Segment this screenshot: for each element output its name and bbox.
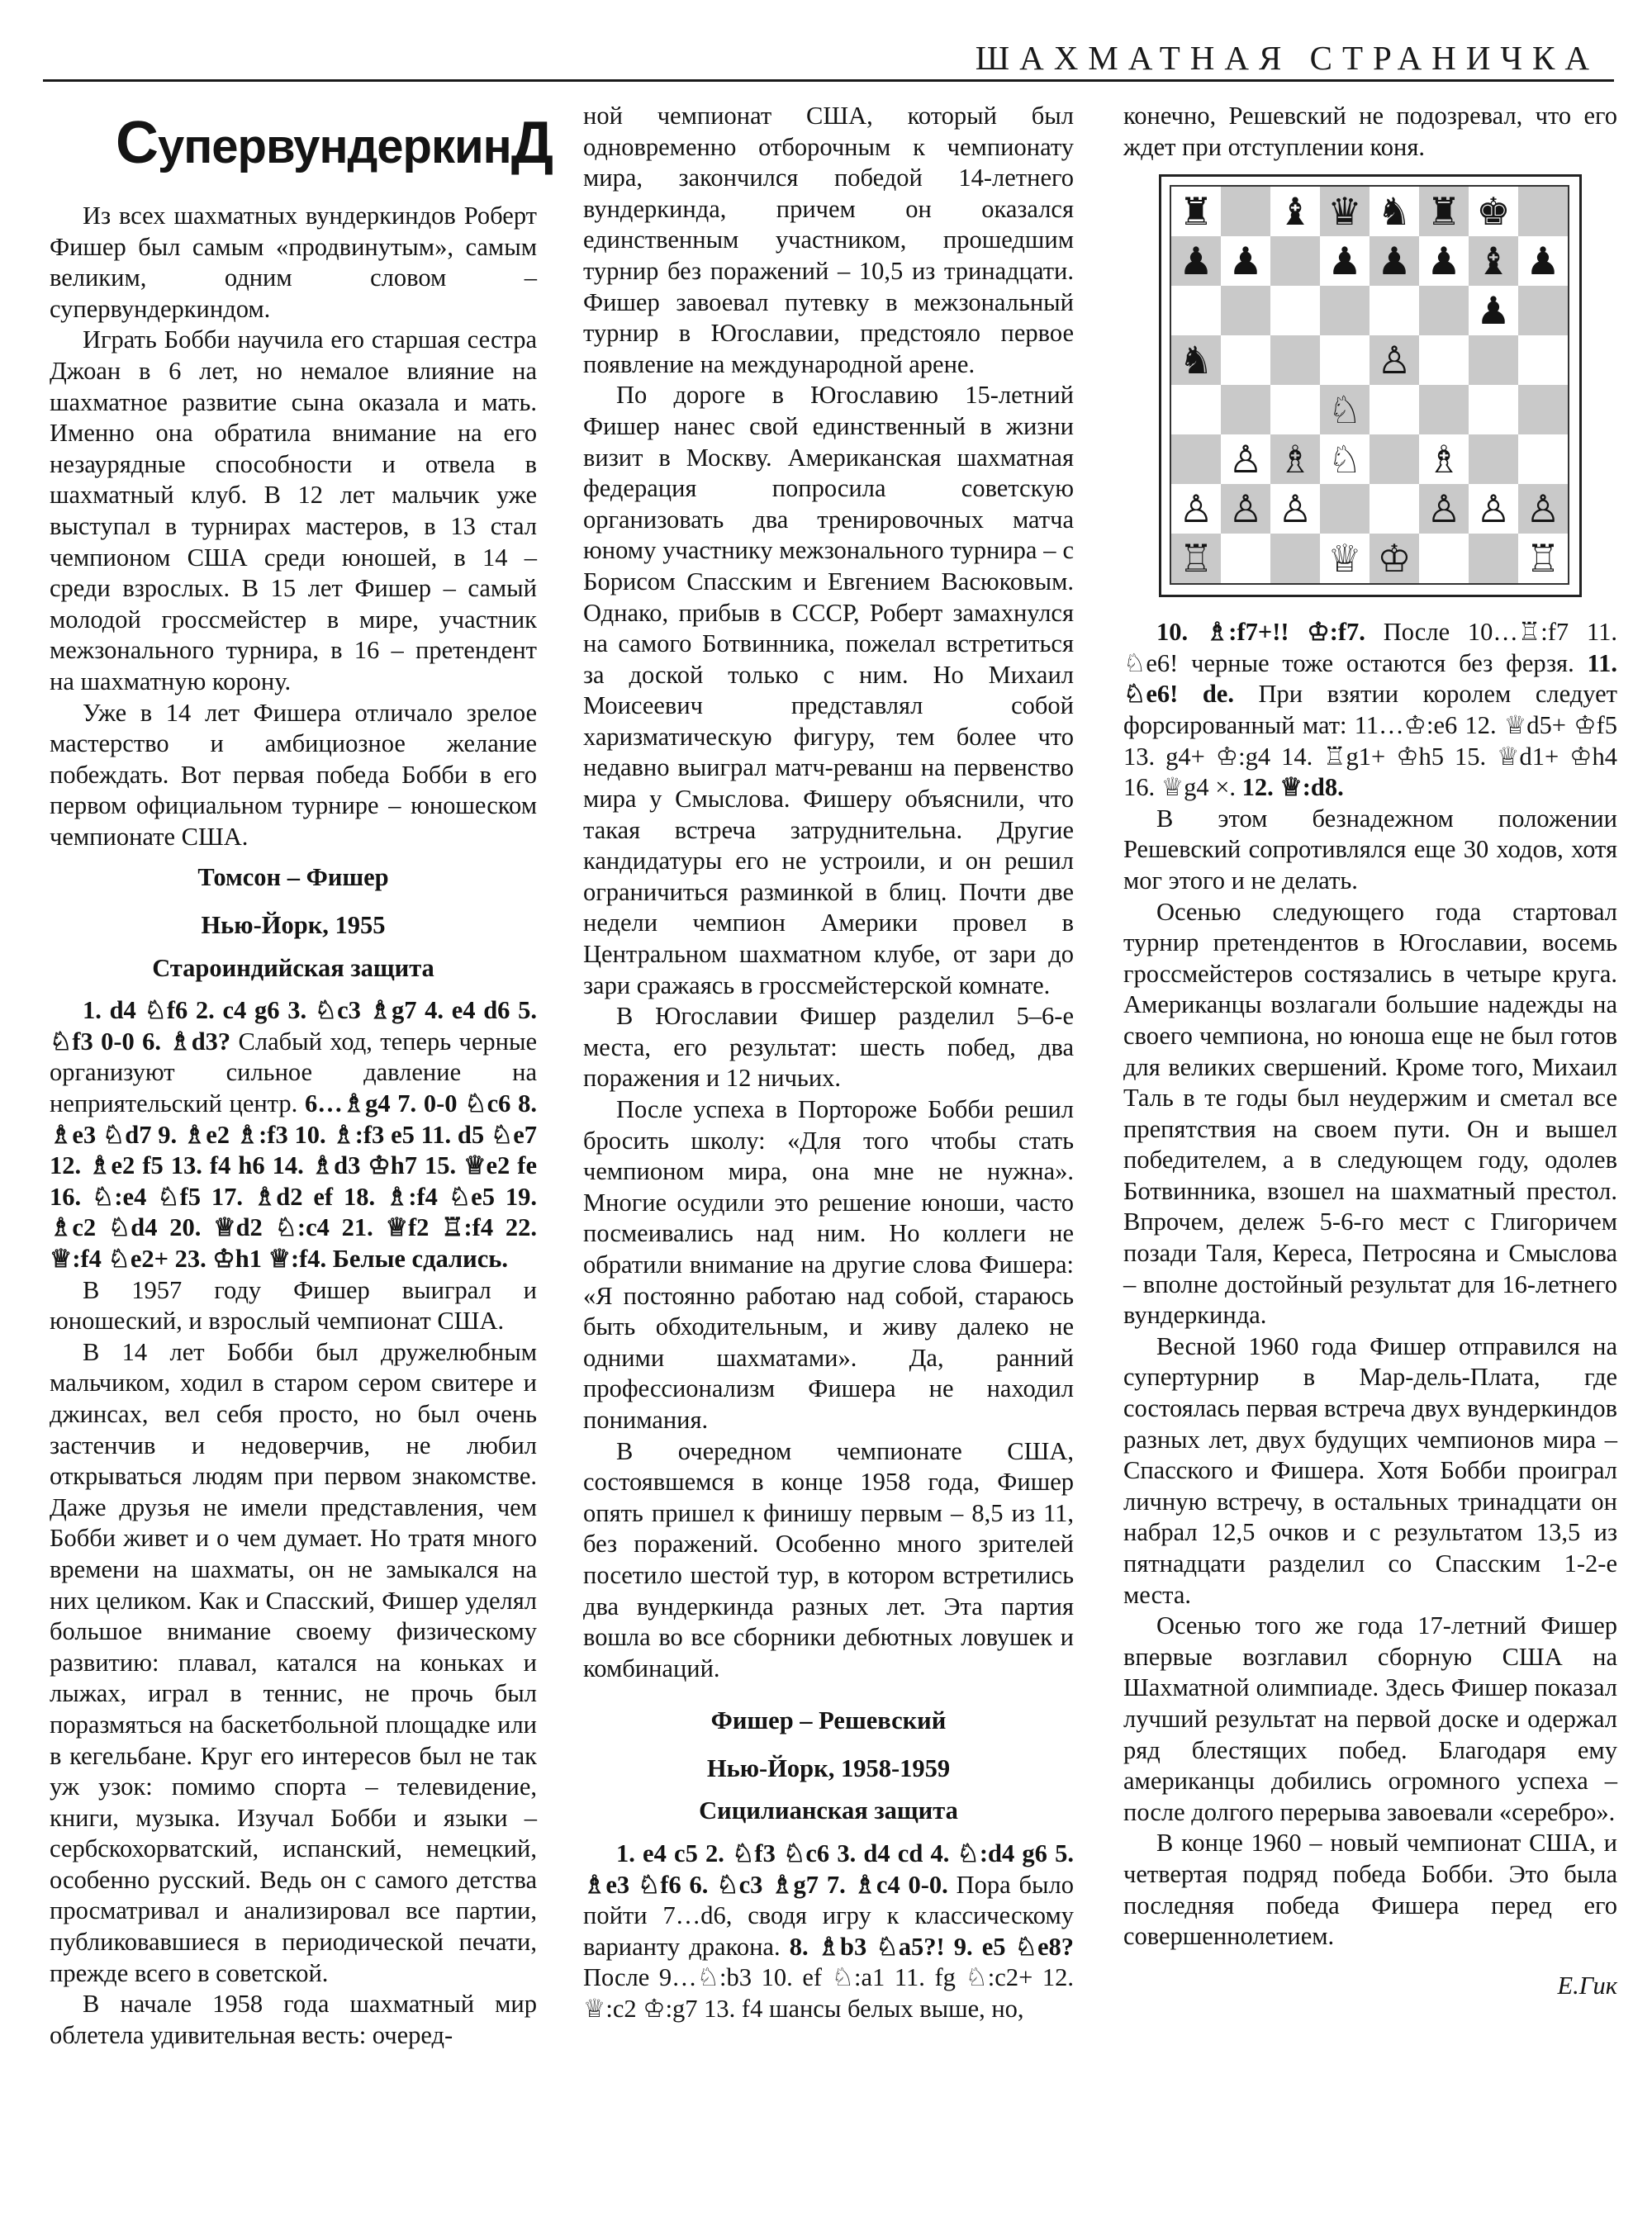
paragraph: В 14 лет Бобби был дружелюбным мальчиком, ходил в старом сером свитере и джинсах, вел себя просто, но был очень застенчив и недоверчив, не любил открываться людям при первом знакомстве. Даже друзья не имели представления, чем Бобби живет и о чем думает. Но тратя много времени на шахматы, он не замыкался на них целиком. Как и Спасский, Фишер уделял большое внимание своему физическому развитию: плавал, катался на коньках и лыжах, играл в теннис, не прочь был поразмяться на баскетбольной площадке или в кегельбане. Круг его интересов был не так уж узок: помимо спорта – телевидение, книги, музыка. Изучал Бобби и языки – сербскохорватский, испанский, немецкий, особенно русский. Ведь он с самого детства просматривал и анализировал все партии, публиковавшиеся в периодической печати, прежде всего в советской.: [50, 1337, 537, 1987]
header-rule: [43, 79, 1614, 82]
game2-opening: Сицилианская защита: [699, 1796, 958, 1825]
board-square: [1320, 534, 1370, 583]
board-square: [1469, 385, 1518, 434]
column-1: [50, 99, 553, 2051]
chess-piece-icon: ♜: [1427, 189, 1461, 235]
chess-piece-icon: ♙: [1278, 486, 1313, 532]
board-square: [1469, 434, 1518, 484]
board-square: [1469, 484, 1518, 534]
title-middle: упервундеркин: [158, 120, 511, 173]
board-square: [1419, 335, 1469, 385]
board-square: [1270, 385, 1320, 434]
board-square: [1171, 187, 1221, 236]
board-square: [1270, 335, 1320, 385]
paragraph: Играть Бобби научила его старшая сестра Джоан в 6 лет, но немалое влияние на шахматное развитие сына оказала и мать. Именно она обратила внимание на его незаурядные способности и отвела в шахматный клуб. В 12 лет мальчик уже выступал в турнирах мастеров, в 13 стал чемпионом США среди юношей, в 14 – среди взрослых. В 15 лет Фишер – самый молодой гроссмейстер в мире, участник межзонального турнира, в 16 – претендент на шахматную корону.: [50, 325, 537, 695]
chess-piece-icon: ♗: [1427, 437, 1461, 482]
board-square: [1518, 434, 1568, 484]
paragraph: По дороге в Югославию 15-летний Фишер нанес свой единственный в жизни визит в Москву. Американская шахматная федерация попросила советскую организовать два тренировочных матча юному участнику межзонального турнира – с Борисом Спасским и Евгением Васюковым. Однако, прибыв в СССР, Роберт замахнулся на самого Ботвинника, пожелал встретиться за доской только с ним. Но Михаил Моисеевич представлял собой харизматическую фигуру, тем более что недавно выиграл матч-реванш на первенство мира у Смыслова. Фишеру объяснили, что такая встреча затруднительна. Другие кандидатуры его не устроили, и он решил ограничиться разминкой в блиц. Почти две недели чемпион Америки провел в Центральном шахматном клубе, от зари до зари сражаясь в гроссмейстерской комнате.: [583, 381, 1074, 999]
board-square: [1171, 236, 1221, 286]
board-square: [1320, 484, 1370, 534]
chess-piece-icon: ♘: [1327, 387, 1362, 433]
board-square: [1171, 335, 1221, 385]
chess-piece-icon: ♟: [1228, 239, 1263, 284]
paragraph-continued: конечно, Решевский не подозревал, что его ждет при отступлении коня.: [1123, 102, 1617, 161]
chess-piece-icon: ♟: [1327, 239, 1362, 284]
chess-piece-icon: ♙: [1427, 486, 1461, 532]
board-square: [1221, 236, 1270, 286]
paragraph: В 1957 году Фишер выиграл и юношеский, и взрослый чемпионат США.: [50, 1275, 537, 1336]
paragraph: Из всех шахматных вундеркиндов Роберт Фишер был самым «продвинутым», самым великим, одним словом – супервундеркиндом.: [50, 202, 537, 323]
board-square: [1221, 187, 1270, 236]
board-square: [1419, 236, 1469, 286]
paragraph: В Югославии Фишер разделил 5–6-е места, его результат: шесть побед, два поражения и 12 ничьих.: [583, 1002, 1074, 1093]
board-square: [1221, 335, 1270, 385]
moves-text: 12. ♕:d8.: [1241, 773, 1344, 802]
moves-text: 11. ♘e6! de.: [1123, 648, 1617, 709]
paragraph: В этом безнадежном положении Решевский сопротивлялся еще 30 ходов, хотя мог этого и не делать.: [1123, 804, 1617, 894]
board-square: [1370, 236, 1419, 286]
board-square: [1171, 534, 1221, 583]
board-square: [1419, 187, 1469, 236]
chess-piece-icon: ♚: [1476, 189, 1511, 235]
board-square: [1320, 434, 1370, 484]
chess-piece-icon: ♗: [1278, 437, 1313, 482]
game1-place: Нью-Йорк, 1955: [201, 911, 386, 940]
board-square: [1270, 434, 1320, 484]
chess-piece-icon: ♜: [1179, 189, 1213, 235]
board-square: [1419, 484, 1469, 534]
chess-piece-icon: ♙: [1179, 486, 1213, 532]
move-comment: После 9…♘:b3 10. ef ♘:a1 11. fg ♘:c2+ 12. ♕:c2 ♔:g7 13. f4 шансы белых выше, но,: [583, 1963, 1074, 2024]
game1-players: Томсон – Фишер: [197, 863, 389, 892]
paragraph-continued: ной чемпионат США, который был одновременно отборочным к чемпионату мира, закончился победой 14-летнего вундеркинда, причем он оказался единственным участником, прошедшим турнир без поражений – 10,5 из тринадцати. Фишер завоевал путевку в межзональный турнир в Югославии, предстояло первое появление на международной арене.: [583, 102, 1074, 378]
move-comment: Слабый ход, теперь черные организуют сильное давление на неприятельский центр.: [50, 1027, 538, 1118]
board-square: [1221, 385, 1270, 434]
moves-text: 1. e4 c5 2. ♘f3 ♘c6 3. d4 cd 4. ♘:d4 g6 5. ♗e3 ♘f6 6. ♘c3 ♗g7 7. ♗c4 0-0.: [583, 1839, 1074, 1899]
move-comment: После 10…♖:f7 11. ♘e6! черные тоже остаются без ферзя.: [1123, 618, 1617, 677]
board-square: [1171, 484, 1221, 534]
chess-piece-icon: ♕: [1327, 536, 1362, 581]
board-square: [1370, 187, 1419, 236]
paragraph: После успеха в Портороже Бобби решил бросить школу: «Для того чтобы стать чемпионом мира, она мне не нужна». Многие осудили это решение юноши, часто посмеивались над ним. Но коллеги не обратили внимание на другие слова Фишера: «Я постоянно работаю над собой, стараюсь быть обходительным, и живу далеко не одними шахматами». Да, ранний профессионализм Фишера не находил понимания.: [583, 1095, 1074, 1434]
board-square: [1518, 236, 1568, 286]
board-square: [1469, 335, 1518, 385]
author-signature: Е.Гик: [1557, 1971, 1617, 2000]
paragraph: Уже в 14 лет Фишера отличало зрелое мастерство и амбициозное желание побеждать. Вот первая победа Бобби в его первом официальном турнире – юношеском чемпионате США.: [50, 698, 537, 851]
board-square: [1518, 335, 1568, 385]
chess-piece-icon: ♝: [1278, 189, 1313, 235]
header-title: ШАХМАТНАЯ СТРАНИЧКА: [975, 39, 1599, 77]
board-square: [1221, 484, 1270, 534]
paragraph: Осенью следующего года стартовал турнир претендентов в Югославии, восемь гроссмейстеров состязались в четыре круга. Американцы возлагали большие надежды на своего чемпиона, но юноша еще не был готов для великих свершений. Кроме того, Михаил Таль в те годы был неудержим и сметал все препятствия на своем пути. Он и вышел победителем, а в следующем году, одолев Ботвинника, взошел на шахматный престол. Впрочем, дележ 5-6-го мест с Глигоричем позади Таля, Кереса, Петросяна и Смыслова – вполне достойный результат для 16-летнего вундеркинда.: [1123, 897, 1617, 1330]
moves-text: 1. d4 ♘f6 2. c4 g6 3. ♘c3 ♗g7 4. e4 d6 5. ♘f3 0-0 6. ♗d3?: [50, 996, 537, 1056]
chess-piece-icon: ♟: [1427, 239, 1461, 284]
board-square: [1320, 385, 1370, 434]
board-square: [1370, 385, 1419, 434]
chess-piece-icon: ♟: [1179, 239, 1213, 284]
paragraph: Осенью того же года 17-летний Фишер впервые возглавил сборную США на Шахматной олимпиаде. Здесь Фишер показал лучший результат на первой доске и одержал ряд блестящих побед. Благодаря ему американцы добились огромного успеха – после долгого перерыва завоевали «серебро».: [1123, 1611, 1617, 1826]
board-square: [1469, 236, 1518, 286]
board-square: [1370, 434, 1419, 484]
board-square: [1270, 187, 1320, 236]
board-square: [1469, 286, 1518, 335]
game1-moves: [50, 995, 537, 1274]
chess-piece-icon: ♙: [1228, 486, 1263, 532]
board-square: [1518, 385, 1568, 434]
board-square: [1370, 335, 1419, 385]
board-square: [1370, 286, 1419, 335]
chess-piece-icon: ♖: [1526, 536, 1560, 581]
chess-piece-icon: ♟: [1377, 239, 1412, 284]
board-square: [1221, 286, 1270, 335]
board-square: [1320, 286, 1370, 335]
column-2: [583, 101, 1074, 2025]
game2-players: Фишер – Решевский: [710, 1706, 947, 1735]
chess-piece-icon: ♔: [1377, 536, 1412, 581]
board-square: [1270, 286, 1320, 335]
board-square: [1518, 286, 1568, 335]
chess-piece-icon: ♖: [1179, 536, 1213, 581]
board-square: [1270, 236, 1320, 286]
board-square: [1320, 187, 1370, 236]
paragraph: В очередном чемпионате США, состоявшемся в конце 1958 года, Фишер опять пришел к финишу первым – 8,5 из 11, без поражений. Особенно много зрителей посетило шестой тур, в котором встретились два вундеркинда разных лет. Эта партия вошла во все сборники дебютных ловушек и комбинаций.: [583, 1436, 1074, 1682]
board-square: [1419, 434, 1469, 484]
moves-text: 6…♗g4 7. 0-0 ♘c6 8. ♗e3 ♘d7 9. ♗e2 ♗:f3 10. ♗:f3 e5 11. d5 ♘e7 12. ♗e2 f5 13. f4 h6 14. ♗d3 ♔h7 15. ♕e2 fe 16. ♘:e4 ♘f5 17. ♗d2 ef 18. ♗:f4 ♘e5 19. ♗c2 ♘d4 20. ♕d2 ♘:c4 21. ♕f2 ♖:f4 22. ♕:f4 ♘e2+ 23. ♔h1 ♕:f4. Белые сдались.: [50, 1089, 537, 1273]
paragraph: Весной 1960 года Фишер отправился на супертурнир в Мар-дель-Плата, где состоялась первая встреча двух вундеркиндов разных лет, двух будущих чемпионов мира – Спасского и Фишера. Хотя Бобби проиграл личную встречу, в остальных тринадцати он набрал 12,5 очков и с результатом 13,5 из пятнадцати разделил со Спасским 1-2-е места.: [1123, 1331, 1617, 1609]
chess-piece-icon: ♟: [1476, 288, 1511, 334]
board-square: [1419, 385, 1469, 434]
moves-text: 10. ♗:f7+!! ♔:f7.: [1156, 618, 1365, 647]
chess-board-grid: [1170, 185, 1569, 585]
chess-piece-icon: ♟: [1526, 239, 1560, 284]
paragraph: В конце 1960 – новый чемпионат США, и четвертая подряд победа Бобби. Это была последняя победа Фишера перед его совершеннолетием.: [1123, 1829, 1617, 1951]
game1-opening: Староиндийская защита: [152, 953, 434, 982]
board-square: [1171, 286, 1221, 335]
chess-diagram: [1159, 174, 1582, 597]
board-square: [1171, 385, 1221, 434]
game2-place: Нью-Йорк, 1958-1959: [706, 1753, 951, 1782]
title-final: Д: [510, 110, 553, 176]
board-square: [1320, 335, 1370, 385]
board-square: [1419, 534, 1469, 583]
board-square: [1370, 534, 1419, 583]
board-square: [1221, 534, 1270, 583]
chess-piece-icon: ♞: [1377, 189, 1412, 235]
chess-piece-icon: ♙: [1476, 486, 1511, 532]
chess-piece-icon: ♘: [1327, 437, 1362, 482]
article-title: [116, 110, 553, 179]
page-header: [43, 33, 1614, 76]
board-square: [1270, 484, 1320, 534]
moves-text: 8. ♗b3 ♘a5?! 9. e5 ♘e8?: [789, 1932, 1074, 1961]
move-comment: При взятии королем следует форсированный мат: 11…♔:e6 12. ♕d5+ ♔f5 13. g4+ ♔:g4 14. ♖g1+ ♔h5 15. ♕d1+ ♔h4 16. ♕g4 ×.: [1123, 680, 1617, 802]
chess-piece-icon: ♝: [1476, 239, 1511, 284]
game2-continuation: [1123, 617, 1617, 804]
chess-piece-icon: ♙: [1377, 338, 1412, 383]
board-square: [1171, 434, 1221, 484]
board-square: [1370, 484, 1419, 534]
move-comment: Пора было пойти 7…d6, сводя игру к классическому варианту дракона.: [583, 1870, 1075, 1961]
chess-piece-icon: ♛: [1327, 189, 1362, 235]
board-square: [1270, 534, 1320, 583]
board-square: [1518, 484, 1568, 534]
board-square: [1469, 187, 1518, 236]
column-3: [1123, 101, 1617, 2001]
chess-piece-icon: ♙: [1526, 486, 1560, 532]
chess-piece-icon: ♞: [1179, 338, 1213, 383]
paragraph: В начале 1958 года шахматный мир облетела удивительная весть: очеред-: [50, 1990, 537, 2049]
board-square: [1469, 534, 1518, 583]
board-square: [1419, 286, 1469, 335]
board-square: [1221, 434, 1270, 484]
title-initial: С: [116, 110, 158, 176]
board-square: [1518, 187, 1568, 236]
board-square: [1518, 534, 1568, 583]
game2-moves: [583, 1839, 1074, 2025]
board-square: [1320, 236, 1370, 286]
chess-piece-icon: ♙: [1228, 437, 1263, 482]
